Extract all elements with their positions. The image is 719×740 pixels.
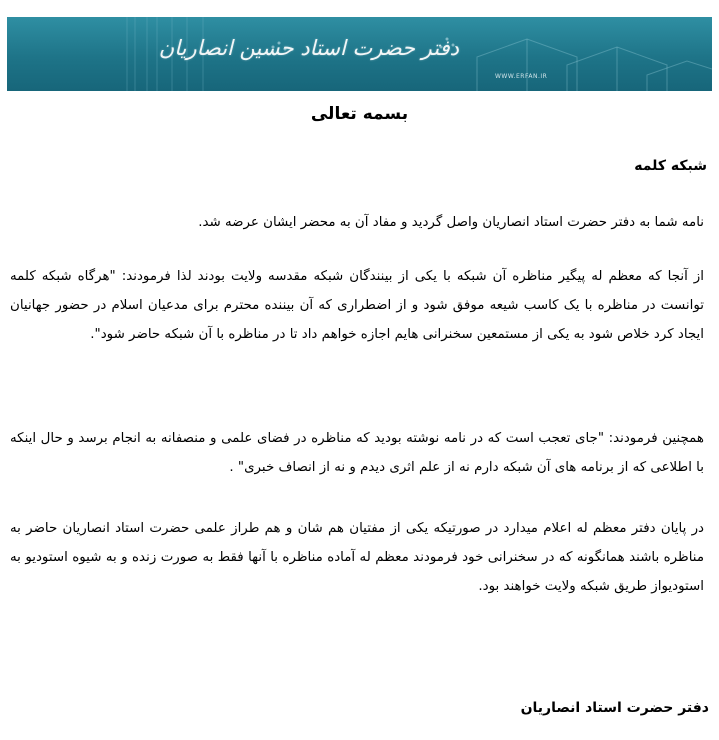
website-url: WWW.ERFAN.IR — [495, 73, 548, 80]
office-logo: دفتر حضرت استاد حسین انصاریان — [158, 36, 459, 60]
paragraph-1: نامه شما به دفتر حضرت استاد انصاریان واصل گردید و مفاد آن به محضر ایشان عرضه شد. — [198, 215, 704, 230]
paragraph-3: همچنین فرمودند: "جای تعجب است که در نامه نوشته بودید که مناظره در فضای علمی و منصفانه به انجام برسد و حال اینکه با اطلاعی که از برنامه های آن شبکه دارم نه از علم اثری دیدم و نه از انصاف خبری" . — [10, 431, 704, 475]
signature: دفتر حضرت استاد انصاریان — [520, 700, 709, 716]
paragraph-2: از آنجا که معظم له پیگیر مناظره آن شبکه با یکی از بینندگان شبکه مقدسه ولایت بودند لذا فرمودند: "هرگاه شبکه کلمه توانست در مناظره با یک کاسب شیعه موفق شود و از اضطراری که آن بیننده محترم برای مدعیان اسلام در حضور جهانیان ایجاد کرد خلاص شود به یکی از مستمعین سخنرانی هایم اجازه خواهم داد تا در مناظره با آن شبکه حاضر شود". — [10, 269, 704, 342]
letter-heading: بسمه تعالی — [310, 104, 409, 124]
paragraph-4: در پایان دفتر معظم له اعلام میدارد در صورتیکه یکی از مفتیان هم شان و هم طراز علمی حضرت استاد انصاریان حاضر به مناظره باشند همانگونه که در سخنرانی خود فرمودند معظم له آماده مناظره با آنها فقط به صورت زنده و به شیوه استودیو به استودیواز طریق شبکه ولایت خواهند بود. — [10, 521, 704, 594]
recipient-name: شبکه کلمه — [634, 158, 707, 174]
header-banner — [7, 17, 712, 91]
